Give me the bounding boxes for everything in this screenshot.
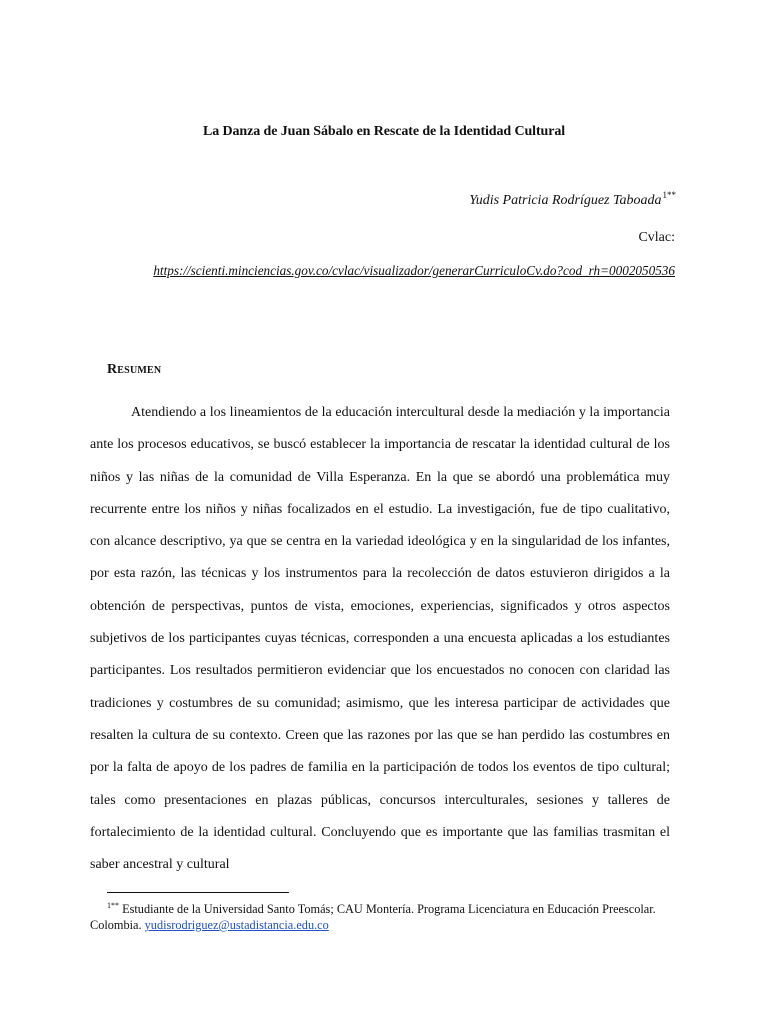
abstract-paragraph: Atendiendo a los lineamientos de la educación intercultural desde la mediación y la importancia ante los procesos educativos, se buscó establecer la importancia de rescatar la identidad cultural de los niños y las niñas de la comunidad de Villa Esperanza. En la que se abordó una problemática muy recurrente entre los niños y niñas focalizados en el estudio. La investigación, fue de tipo cualitativo, con alcance descriptivo, ya que se centra en la variedad ideológica y en la singularidad de los infantes, por esta razón, las técnicas y los instrumentos para la recolección de datos estuvieron dirigidos a la obtención de perspectivas, puntos de vista, emociones, experiencias, significados y otros aspectos subjetivos de los participantes cuyas técnicas, corresponden a una encuesta aplicadas a los estudiantes participantes. Los resultados permitieron evidenciar que los encuestados no conocen con claridad las tradiciones y costumbres de su comunidad; asimismo, que les interesa participar de actividades que resalten la cultura de su contexto. Creen que las razones por las que se han perdido las costumbres en por la falta de apoyo de los padres de familia en la participación de todos los eventos de tipo cultural; tales como presentaciones en plazas públicas, concursos interculturales, sesiones y talleres de fortalecimiento de la identidad cultural. Concluyendo que es importante que las familias trasmitan el saber ancestral y cultural (90, 405, 670, 873)
author-footnote-marker[interactable]: 1** (662, 190, 676, 200)
abstract-heading: Resumen (107, 362, 162, 377)
cvlac-label: Cvlac: (638, 230, 675, 245)
footnote (90, 898, 674, 933)
footnote-text: Estudiante de la Universidad Santo Tomás; CAU Montería. Programa Licenciatura en Educación Preescolar. Colombia. (90, 902, 656, 932)
cvlac-link[interactable]: https://scienti.minciencias.gov.co/cvlac/visualizador/generarCurriculoCv.do?cod_rh=0002050536 (153, 263, 675, 278)
document-title: La Danza de Juan Sábalo en Rescate de la Identidad Cultural (202, 124, 566, 139)
author-name: Yudis Patricia Rodríguez Taboada (469, 193, 662, 208)
footnote-marker: 1** (107, 901, 119, 910)
author-line (469, 190, 676, 209)
footnote-separator (107, 892, 289, 893)
footnote-email-link[interactable]: yudisrodriguez@ustadistancia.edu.co (144, 918, 329, 932)
